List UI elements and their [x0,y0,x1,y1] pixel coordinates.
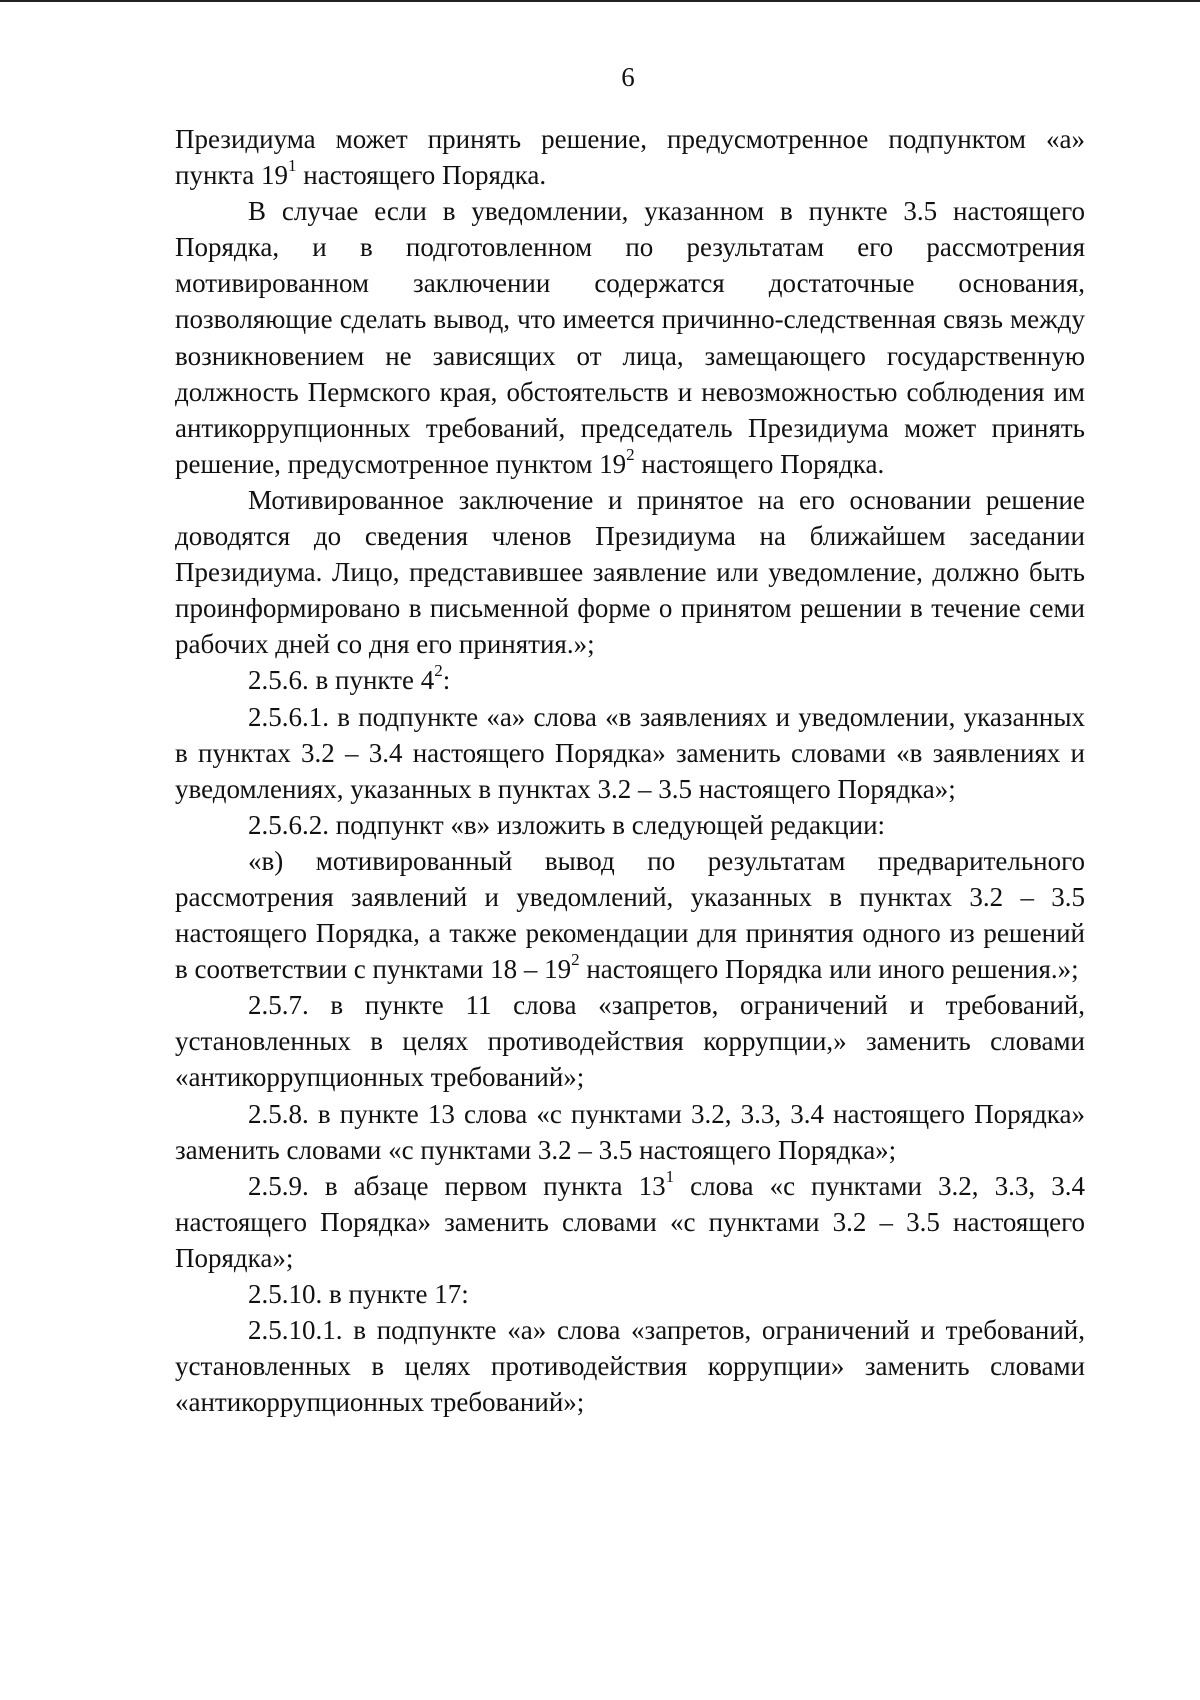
item-2-5-10: 2.5.10. в пункте 17: [248,1279,469,1309]
page-number: 6 [621,62,635,92]
item-2-5-8: 2.5.8. в пункте 13 слова «с пунктами 3.2, 3.3, 3.4 настоящего Порядка» заменить словами «с пунктами 3.2 – 3.5 настоящего Порядка»; [175,1098,1085,1165]
paragraph-notification-case: В случае если в уведомлении, указанном в пункте 3.5 настоящего Порядка, и в подготовленном по результатам его рассмотрения мотивированном заключении содержатся достаточные основания, позволяющие сделать вывод, что имеется причинно-следственная связь между возникновением не зависящих от лица, замещающего государственную должность Пермского края, обстоятельств и невозможностью соблюдения им антикоррупционных требований, председатель Президиума может принять решение, предусмотренное пунктом $19^2$ настоящего Порядка. [175,196,1085,479]
item-2-5-6-2: 2.5.6.2. подпункт «в» изложить в следующей редакции: [248,809,886,840]
scan-top-edge [0,0,1200,2]
superscript: 1 [288,156,297,176]
item-2-5-7: 2.5.7. в пункте 11 слова «запретов, ограничений и требований, установленных в целях противодействия коррупции,» заменить словами «антикоррупционных требований»; [175,990,1085,1093]
superscript: 2 [571,950,580,970]
superscript: 2 [434,661,443,681]
item-2-5-6-1: 2.5.6.1. в подпункте «а» слова «в заявлениях и уведомлении, указанных в пунктах 3.2 – 3.4 настоящего Порядка» заменить словами «в заявлениях и уведомлениях, указанных в пунктах 3.2 – 3.5 настоящего Порядка»; [175,701,1085,804]
document-body [175,121,1085,1420]
item-2-5-6: 2.5.6. в пункте $4^2$: [248,661,451,696]
paragraph-continuation: Президиума может принять решение, предусмотренное подпунктом «а» пункта $19^1$ настоящего Порядка. [175,124,1085,191]
paragraph-motivated-conclusion: Мотивированное заключение и принятое на его основании решение доводятся до сведения членов Президиума на ближайшем заседании Президиума. Лицо, представившее заявление или уведомление, должно быть проинформировано в письменной форме о принятом решении в течение семи рабочих дней со дня его принятия.»; [175,484,1085,660]
superscript: 1 [665,1166,675,1186]
subitem-v-new-wording: «в) мотивированный вывод по результатам предварительного рассмотрения заявлений и уведомлений, указанных в пунктах 3.2 – 3.5 настоящего Порядка, а также рекомендации для принятия одного из решений в соответствии с пунктами $18 - 19^2$ настоящего Порядка или иного решения.»; [175,845,1085,985]
item-2-5-9: 2.5.9. в абзаце первом пункта $13^1$ слова «с пунктами 3.2, 3.3, 3.4 настоящего Порядка» заменить словами «с пунктами 3.2 – 3.5 настоящего Порядка»; [175,1166,1085,1273]
superscript: 2 [626,444,635,464]
item-2-5-10-1: 2.5.10.1. в подпункте «а» слова «запретов, ограничений и требований, установленных в целях противодействия коррупции» заменить словами «антикоррупционных требований»; [175,1315,1085,1418]
